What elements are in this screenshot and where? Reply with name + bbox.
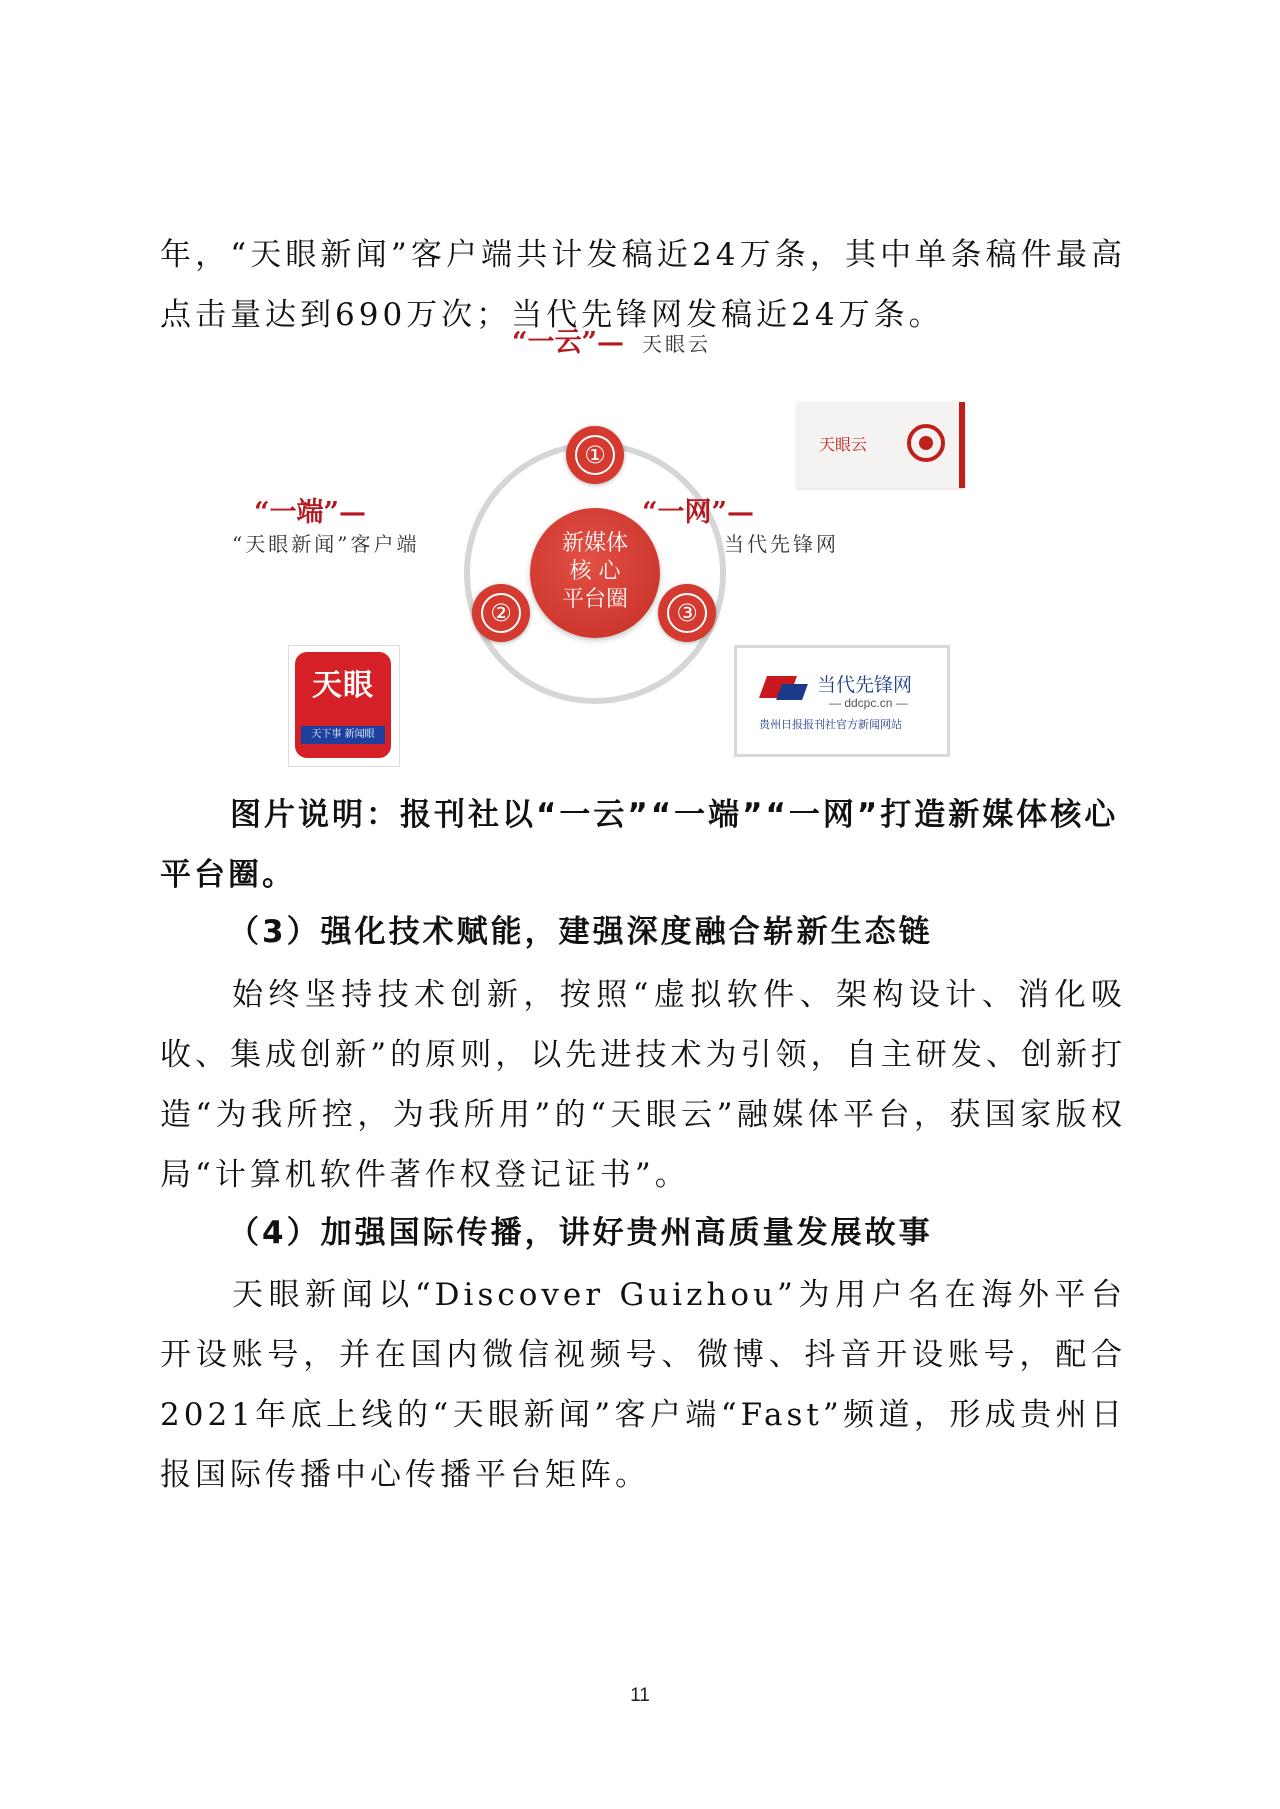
core-platform-circle [530, 508, 660, 638]
web-card-domain: — ddcpc.cn — [829, 696, 908, 710]
number-2-text: ② [481, 593, 521, 633]
app-icon-title: 天眼 [312, 668, 374, 703]
number-1-text: ① [575, 435, 615, 475]
cloud-key-label: “一云”— [512, 327, 625, 358]
intro-paragraph: 年，“天眼新闻”客户端共计发稿近24万条，其中单条稿件最高点击量达到690万次；当代先锋网发稿近24万条。 [160, 237, 1126, 333]
number-3-text: ③ [667, 593, 707, 633]
tech-paragraph: 始终坚持技术创新，按照“虚拟软件、架构设计、消化吸收、集成创新”的原则，以先进技术为引领，自主研发、创新打造“为我所控，为我所用”的“天眼云”融媒体平台，获国家版权局“计算机软件著作权登记证书”。 [160, 977, 1126, 1193]
tianyan-cloud-card [797, 402, 965, 488]
app-label: “天眼新闻”客户端 [232, 532, 420, 556]
cloud-logo-icon [907, 424, 945, 462]
core-line-3: 平台圈 [561, 587, 628, 612]
section-heading-3: （3）强化技术赋能，建强深度融合崭新生态链 [228, 914, 933, 950]
tianyan-app-card [288, 645, 400, 767]
figure-caption: 图片说明：报刊社以“一云”“一端”“一网”打造新媒体核心平台圈。 [160, 797, 1119, 893]
number-3-badge [658, 584, 716, 642]
ddcpc-logo-icon-part [776, 684, 808, 700]
platform-circle-figure [232, 327, 1002, 770]
app-icon-bar: 天下事 新闻眼 [301, 726, 385, 744]
web-card-name: 当代先锋网 [817, 674, 913, 696]
app-key-label: “一端”— [254, 497, 367, 528]
cloud-label: 天眼云 [642, 332, 711, 356]
web-label: 当代先锋网 [724, 532, 839, 556]
web-key-label: “一网”— [642, 497, 755, 528]
web-card-slogan: 贵州日报报刊社官方新闻网站 [759, 718, 902, 731]
number-1-badge [566, 426, 624, 484]
international-paragraph: 天眼新闻以“Discover Guizhou”为用户名在海外平台开设账号，并在国内微信视频号、微博、抖音开设账号，配合2021年底上线的“天眼新闻”客户端“Fast”频道，形成贵州日报国际传播中心传播平台矩阵。 [160, 1277, 1126, 1493]
section-heading-4: （4）加强国际传播，讲好贵州高质量发展故事 [228, 1215, 933, 1251]
page-number: 11 [630, 1685, 650, 1706]
cloud-card-text: 天眼云 [819, 435, 868, 454]
ddcpc-website-card [734, 645, 950, 757]
core-line-1: 新媒体 [561, 531, 628, 556]
core-line-2: 核 心 [569, 559, 621, 584]
number-2-badge [472, 584, 530, 642]
